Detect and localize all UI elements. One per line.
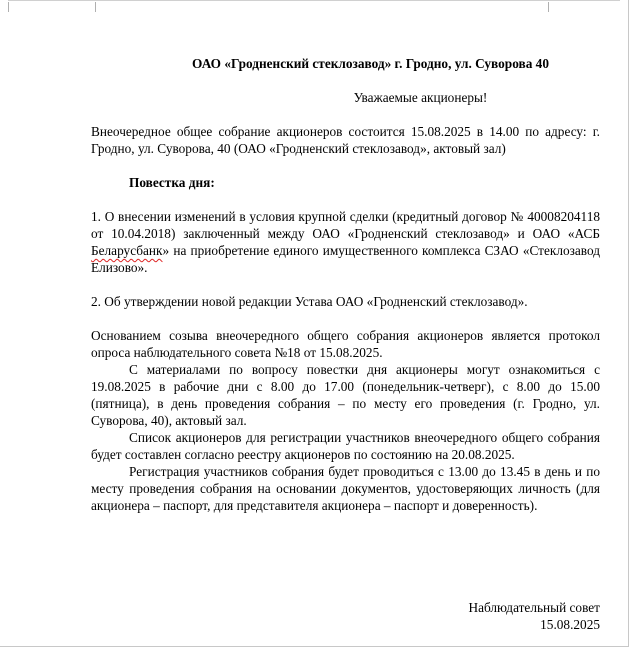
document-body xyxy=(91,55,600,514)
spellcheck-flagged-word: Беларусбанк xyxy=(91,243,163,258)
agenda-item-1 xyxy=(91,208,600,276)
margin-mark-right xyxy=(548,2,549,12)
agenda-item-1-text: 1. О внесении изменений в условия крупной сделки (кредитный договор № 40008204118 от 10.04.2018) заключенный между ОАО «Гродненский стеклозавод» и ОАО «АСБ xyxy=(91,209,600,241)
signature-date: 15.08.2025 xyxy=(540,617,600,632)
registration-paragraph: Регистрация участников собрания будет проводиться с 13.00 до 13.45 в день и по месту проведения собрания на основании документов, удостоверяющих личность (для акционера – паспорт, для представителя акционера – паспорт и доверенность). xyxy=(91,464,600,513)
greeting: Уважаемые акционеры! xyxy=(353,90,488,105)
registry-paragraph: Список акционеров для регистрации участников внеочередного общего собрания будет составлен согласно реестру акционеров по состоянию на 20.08.2025. xyxy=(91,430,600,462)
signature-block xyxy=(468,599,600,633)
basis-paragraph: Основанием созыва внеочередного общего собрания акционеров является протокол опроса наблюдательного совета №18 от 15.08.2025. xyxy=(91,328,600,360)
organization-header: ОАО «Гродненский стеклозавод» г. Гродно, ул. Суворова 40 xyxy=(192,56,549,71)
agenda-item-1-text-end: » на приобретение единого имущественного комплекса СЗАО «Стеклозавод Елизово». xyxy=(91,243,600,275)
agenda-item-2: 2. Об утверждении новой редакции Устава ОАО «Гродненский стеклозавод». xyxy=(91,294,528,309)
signature-body: Наблюдательный совет xyxy=(468,600,600,615)
intro-paragraph: Внеочередное общее собрание акционеров состоится 15.08.2025 в 14.00 по адресу: г. Гродно, ул. Суворова, 40 (ОАО «Гродненский стеклозавод», актовый зал) xyxy=(91,124,600,156)
agenda-title: Повестка дня: xyxy=(129,175,215,190)
top-ruler-line xyxy=(8,0,620,1)
margin-mark xyxy=(95,2,96,12)
corner-mark-left xyxy=(8,2,9,12)
materials-paragraph: С материалами по вопросу повестки дня акционеры могут ознакомиться с 19.08.2025 в рабочие дни с 8.00 до 17.00 (понедельник-четверг), с 8.00 до 15.00 (пятница), в день проведения собрания – по месту его проведения (г. Гродно, ул. Суворова, 40), актовый зал. xyxy=(91,362,600,428)
